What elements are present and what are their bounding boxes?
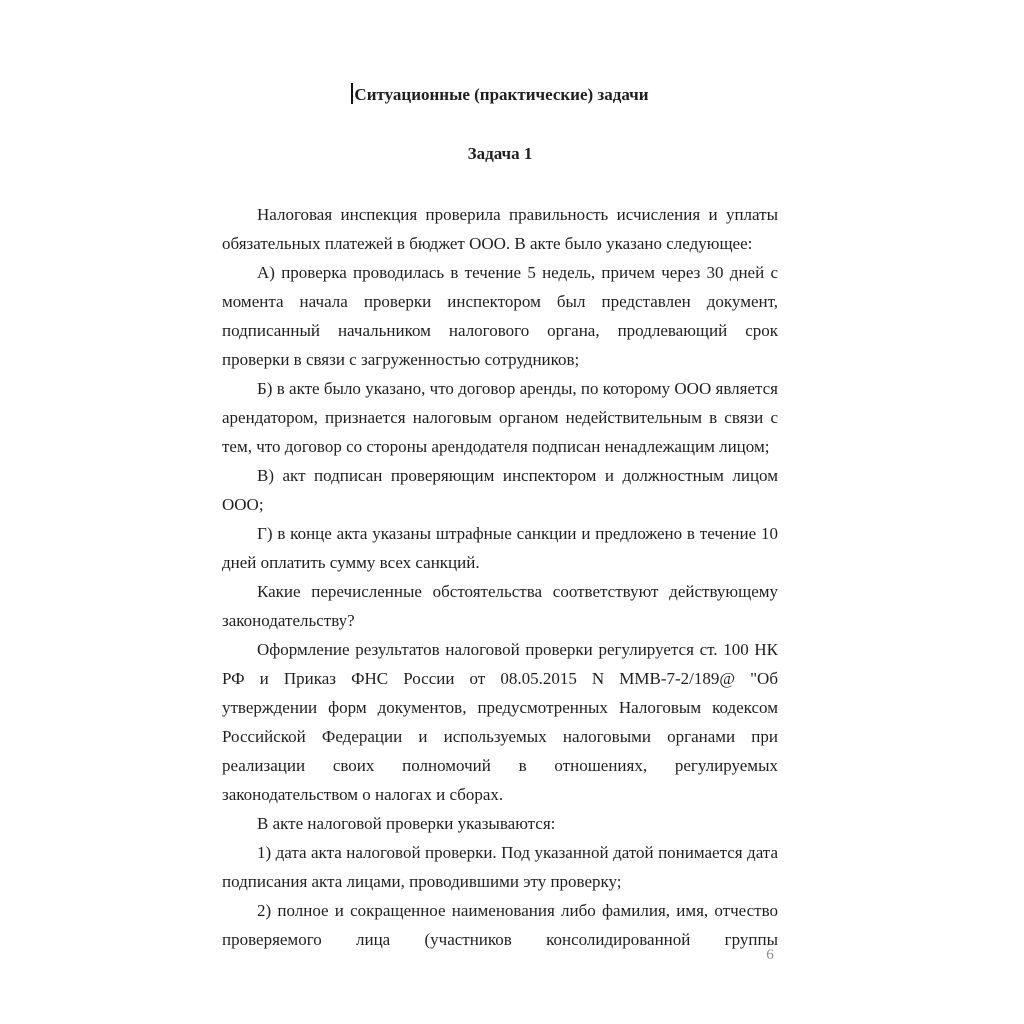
task-heading-text: Задача 1 — [467, 144, 533, 163]
act-item-1-paragraph[interactable]: 1) дата акта налоговой проверки. Под указанной датой понимается дата подписания акта лицами, проводившими эту проверку; — [222, 843, 778, 891]
question-paragraph[interactable]: Какие перечисленные обстоятельства соответствуют действующему законодательству? — [222, 582, 778, 630]
task-heading[interactable] — [222, 139, 778, 168]
act-item-2-paragraph[interactable]: 2) полное и сокращенное наименования либо фамилия, имя, отчество проверяемого лица (участников консолидированной группы — [222, 901, 778, 949]
intro-paragraph[interactable]: Налоговая инспекция проверила правильность исчисления и уплаты обязательных платежей в бюджет ООО. В акте было указано следующее: — [222, 205, 778, 253]
page-number: 6 — [766, 947, 774, 963]
document-title[interactable] — [222, 80, 778, 109]
document-title-text: Ситуационные (практические) задачи — [354, 85, 649, 104]
document-content[interactable] — [222, 80, 778, 954]
item-b-paragraph[interactable]: Б) в акте было указано, что договор аренды, по которому ООО является арендатором, признается налоговым органом недействительным в связи с тем, что договор со стороны арендодателя подписан ненадлежащим лицом; — [222, 379, 778, 456]
item-v-paragraph[interactable]: В) акт подписан проверяющим инспектором и должностным лицом ООО; — [222, 466, 778, 514]
item-a-paragraph[interactable]: А) проверка проводилась в течение 5 недель, причем через 30 дней с момента начала проверки инспектором был представлен документ, подписанный начальником налогового органа, продлевающий срок проверки в связи с загруженностью сотрудников; — [222, 263, 778, 369]
act-contents-lead-paragraph[interactable]: В акте налоговой проверки указываются: — [257, 814, 556, 833]
regulation-paragraph[interactable]: Оформление результатов налоговой проверки регулируется ст. 100 НК РФ и Приказ ФНС России от 08.05.2015 N ММВ-7-2/189@ "Об утверждении форм документов, предусмотренных Налоговым кодексом Российской Федерации и используемых налоговыми органами при реализации своих полномочий в отношениях, регулируемых законодательством о налогах и сборах. — [222, 640, 778, 804]
item-g-paragraph[interactable]: Г) в конце акта указаны штрафные санкции и предложено в течение 10 дней оплатить сумму всех санкций. — [222, 524, 778, 572]
